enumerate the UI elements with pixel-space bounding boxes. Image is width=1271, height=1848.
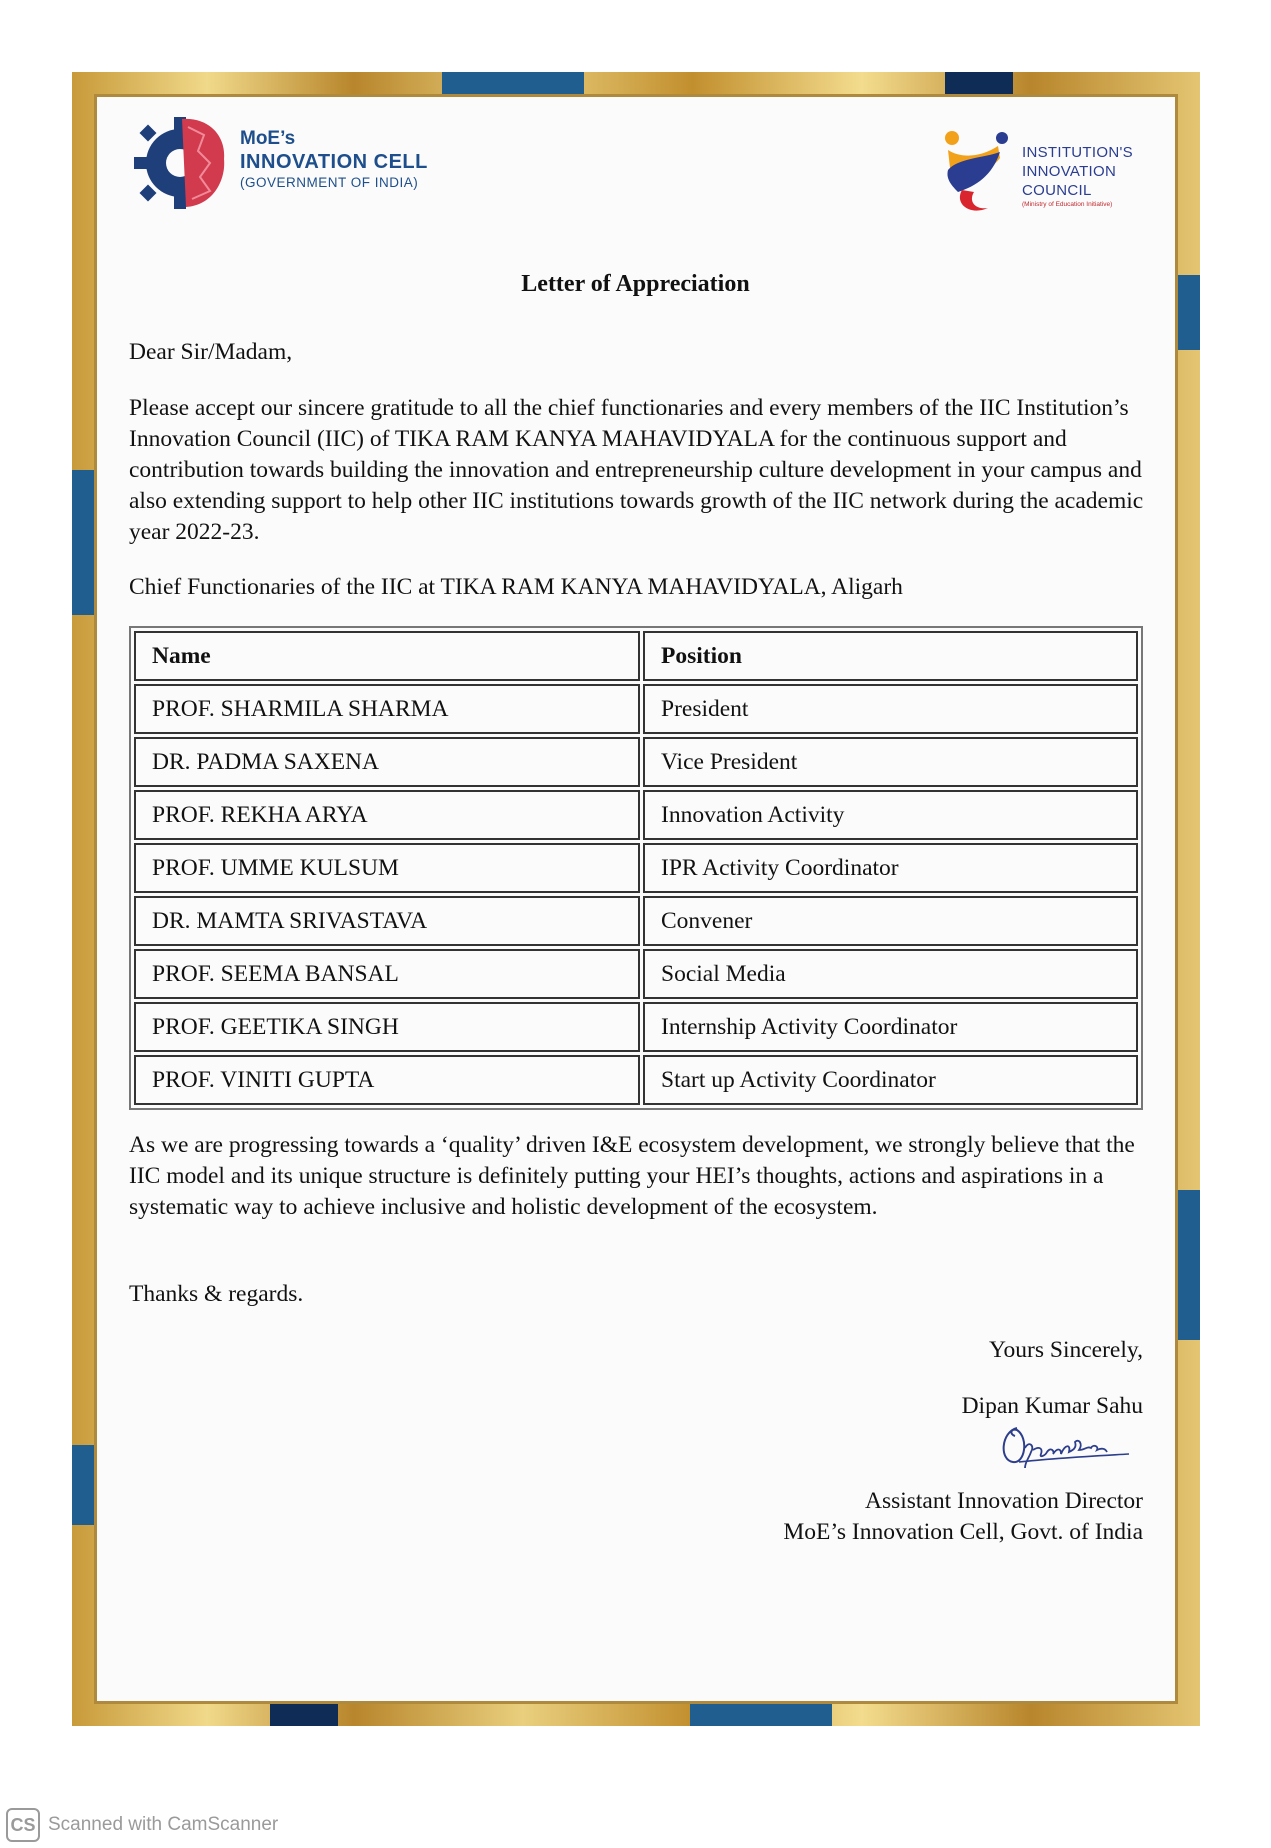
member-name: PROF. GEETIKA SINGH	[134, 1002, 640, 1052]
member-position: IPR Activity Coordinator	[643, 843, 1138, 893]
salutation: Dear Sir/Madam,	[129, 339, 293, 365]
moe-logo-line3: (GOVERNMENT OF INDIA)	[240, 175, 419, 190]
frame-accent	[690, 1704, 832, 1726]
table-header-row	[134, 631, 1138, 681]
member-position: Vice President	[643, 737, 1138, 787]
table-row	[134, 949, 1138, 999]
member-name: PROF. REKHA ARYA	[134, 790, 640, 840]
table-row	[134, 737, 1138, 787]
column-header-position: Position	[643, 631, 1138, 681]
member-name: PROF. SEEMA BANSAL	[134, 949, 640, 999]
thanks-line: Thanks & regards.	[129, 1281, 304, 1307]
member-position: Start up Activity Coordinator	[643, 1055, 1138, 1105]
camscanner-watermark	[6, 1808, 278, 1842]
closing: Yours Sincerely,	[988, 1337, 1143, 1363]
signatory-name: Dipan Kumar Sahu	[961, 1393, 1143, 1419]
iic-logo-line3: COUNCIL	[1022, 182, 1092, 199]
iic-logo-line4: (Ministry of Education Initiative)	[1022, 201, 1113, 208]
frame-accent	[72, 470, 94, 615]
table-row	[134, 1055, 1138, 1105]
member-position: President	[643, 684, 1138, 734]
body-paragraph-2: As we are progressing towards a ‘quality’ driven I&E ecosystem development, we strongly believe that the IIC model and its unique structure is definitely putting your HEI’s thoughts, actions and aspirations in a systematic way to achieve inclusive and holistic development of the ecosystem.	[129, 1132, 1135, 1220]
member-name: PROF. UMME KULSUM	[134, 843, 640, 893]
handwritten-signature	[995, 1418, 1135, 1478]
signatory-organization: MoE’s Innovation Cell, Govt. of India	[783, 1519, 1143, 1545]
member-position: Innovation Activity	[643, 790, 1138, 840]
frame-accent	[270, 1704, 338, 1726]
member-name: PROF. SHARMILA SHARMA	[134, 684, 640, 734]
iic-logo-line2: INNOVATION	[1022, 163, 1117, 180]
table-row	[134, 896, 1138, 946]
frame-accent	[442, 72, 584, 94]
moe-logo-text	[240, 128, 428, 192]
column-header-name: Name	[134, 631, 640, 681]
member-name: PROF. VINITI GUPTA	[134, 1055, 640, 1105]
iic-logo	[940, 128, 1020, 218]
signatory-title: Assistant Innovation Director	[864, 1488, 1143, 1514]
frame-accent	[1178, 1190, 1200, 1340]
frame-accent	[72, 1445, 94, 1525]
moe-logo-line2: INNOVATION CELL	[240, 151, 428, 173]
camscanner-icon: CS	[6, 1808, 40, 1842]
table-row	[134, 790, 1138, 840]
functionaries-heading: Chief Functionaries of the IIC at TIKA RAM KANYA MAHAVIDYALA, Aligarh	[129, 574, 903, 600]
member-name: DR. MAMTA SRIVASTAVA	[134, 896, 640, 946]
member-name: DR. PADMA SAXENA	[134, 737, 640, 787]
frame-accent	[945, 72, 1013, 94]
functionaries-table	[129, 626, 1143, 1110]
member-position: Social Media	[643, 949, 1138, 999]
iic-logo-line1: INSTITUTION'S	[1022, 144, 1133, 161]
member-position: Internship Activity Coordinator	[643, 1002, 1138, 1052]
letter-title: Letter of Appreciation	[521, 271, 750, 297]
body-paragraph-1: Please accept our sincere gratitude to all the chief functionaries and every members of the IIC Institution’s Innovation Council (IIC) of TIKA RAM KANYA MAHAVIDYALA for the continuous support and contribution towards building the innovation and entrepreneurship culture development in your campus and also extending support to help other IIC institutions towards growth of the IIC network during the academic year 2022-23.	[129, 395, 1144, 545]
table-row	[134, 684, 1138, 734]
table-row	[134, 843, 1138, 893]
moe-logo-line1: MoE’s	[240, 128, 296, 149]
member-position: Convener	[643, 896, 1138, 946]
camscanner-label: Scanned with CamScanner	[48, 1814, 279, 1835]
table-row	[134, 1002, 1138, 1052]
iic-logo-text	[1022, 143, 1133, 210]
